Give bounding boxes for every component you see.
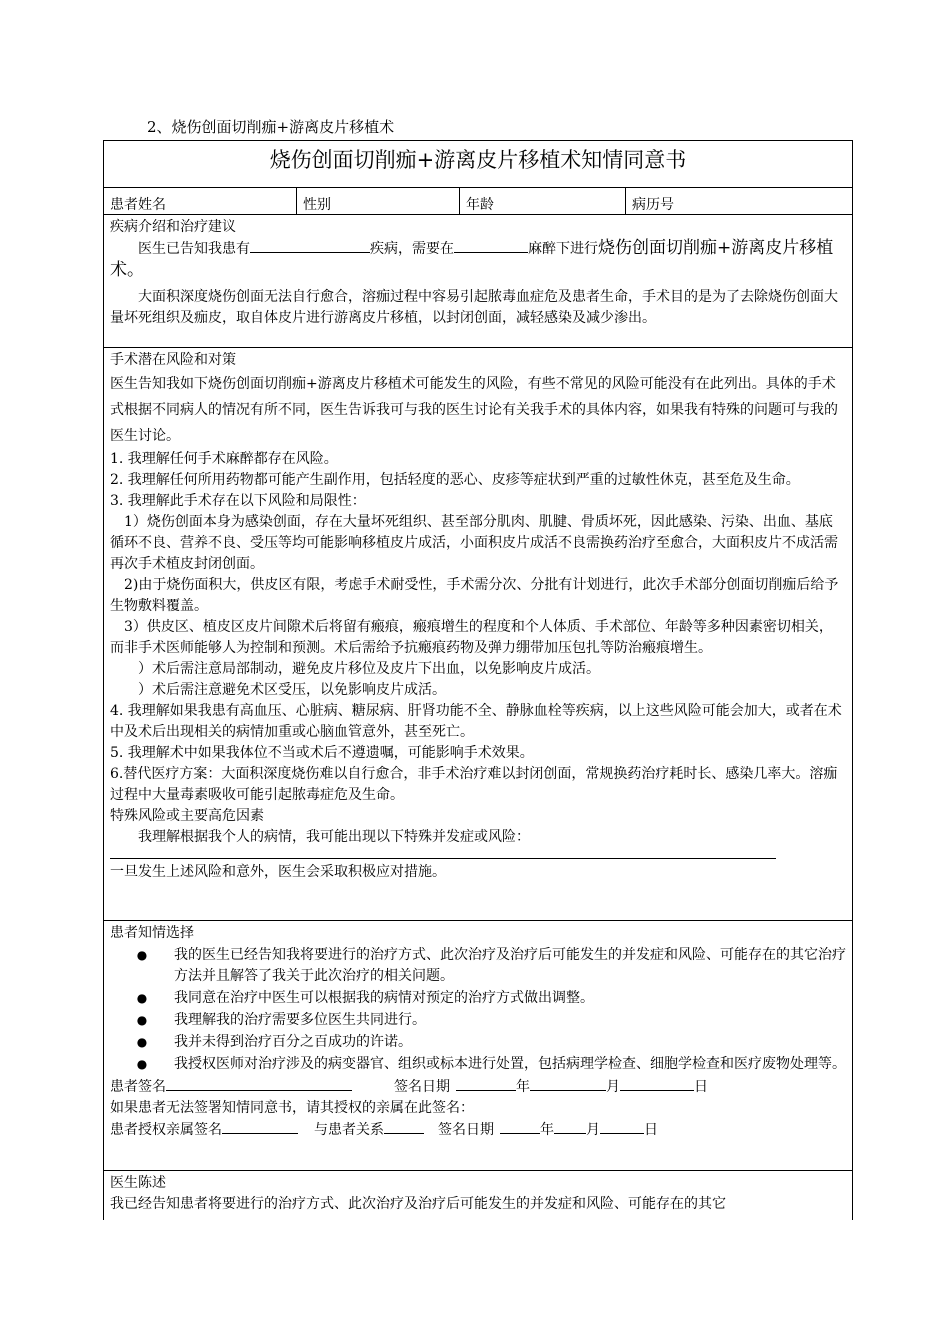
special-risk-blank[interactable] — [110, 848, 776, 859]
sex-field[interactable]: 性别 — [297, 188, 460, 214]
relation-blank[interactable] — [384, 1119, 424, 1134]
choice-label: 患者知情选择 — [110, 925, 194, 941]
risk-sub-2: 2)由于烧伤面积大，供皮区有限，考虑手术耐受性，手术需分次、分批有计划进行，此次手术部分创面切削痂后给予生物敷料覆盖。 — [110, 577, 839, 614]
risk-item-6: 6.替代医疗方案：大面积深度烧伤难以自行愈合，非手术治疗难以封闭创面，常规换药治疗耗时长、感染几率大。溶痂过程中大量毒素吸收可能引起脓毒症危及生命。 — [110, 766, 838, 803]
proxy-year-blank[interactable] — [500, 1119, 540, 1134]
sign-day-blank[interactable] — [620, 1076, 694, 1091]
age-field[interactable]: 年龄 — [460, 188, 626, 214]
choice-item: ● 我的医生已经告知我将要进行的治疗方式、此次治疗及治疗后可能发生的并发症和风险、可能存在的其它治疗方法并且解答了我关于此次治疗的相关问题。 — [136, 947, 846, 984]
risk-item-2: 2. 我理解任何所用药物都可能产生副作用，包括轻度的恶心、皮疹等症状到严重的过敏性休克，甚至危及生命。 — [110, 472, 800, 488]
choice-item: ● 我授权医师对治疗涉及的病变器官、组织或标本进行处置，包括病理学检查、细胞学检查和医疗废物处理等。 — [136, 1056, 846, 1072]
document-heading: 2、烧伤创面切削痂+游离皮片移植术 — [147, 118, 395, 136]
consent-form-table — [103, 140, 853, 1220]
doctor-label: 医生陈述 — [110, 1175, 166, 1191]
risks-section — [104, 348, 852, 921]
disease-blank[interactable] — [250, 238, 370, 253]
intro-section — [104, 215, 852, 348]
choice-item: ● 我同意在治疗中医生可以根据我的病情对预定的治疗方式做出调整。 — [136, 990, 594, 1006]
patient-signature-row: 患者签名 签名日期 年 月 日 — [110, 1076, 846, 1098]
patient-name-field[interactable]: 患者姓名 — [104, 188, 297, 214]
proxy-day-blank[interactable] — [600, 1119, 644, 1134]
doctor-section — [104, 1171, 852, 1217]
risk-sub-4: ）术后需注意局部制动，避免皮片移位及皮片下出血，以免影响皮片成活。 — [138, 661, 600, 677]
choice-item: ● 我并未得到治疗百分之百成功的许诺。 — [136, 1034, 412, 1050]
patient-signature-blank[interactable] — [166, 1076, 352, 1091]
risks-closing: 一旦发生上述风险和意外，医生会采取积极应对措施。 — [110, 864, 446, 880]
special-risk-label: 特殊风险或主要高危因素 — [110, 808, 264, 824]
proxy-signature-blank[interactable] — [222, 1119, 298, 1134]
proxy-note: 如果患者无法签署知情同意书，请其授权的亲属在此签名： — [110, 1100, 474, 1116]
risk-item-3: 3. 我理解此手术存在以下风险和局限性： — [110, 493, 366, 509]
intro-label: 疾病介绍和治疗建议 — [110, 219, 236, 235]
sign-year-blank[interactable] — [456, 1076, 516, 1091]
choice-section — [104, 921, 852, 1171]
risk-sub-3: 3）供皮区、植皮区皮片间隙术后将留有瘢痕，瘢痕增生的程度和个人体质、手术部位、年龄等多种因素密切相关，而非手术医师能够人为控制和预测。术后需给予抗瘢痕药物及弹力绷带加压包扎等防治瘢痕增生。 — [110, 619, 833, 656]
risk-sub-1: 1）烧伤创面本身为感染创面，存在大量坏死组织、甚至部分肌肉、肌腱、骨质坏死，因此感染、污染、出血、基底循环不良、营养不良、受压等均可能影响移植皮片成活，小面积皮片成活不良需换药治疗至愈合，大面积皮片不成活需再次手术植皮封闭创面。 — [110, 514, 838, 572]
choice-item: ● 我理解我的治疗需要多位医生共同进行。 — [136, 1012, 426, 1028]
sign-month-blank[interactable] — [530, 1076, 606, 1091]
proxy-signature-row: 患者授权亲属签名 与患者关系 签名日期 年 月 日 — [110, 1119, 846, 1141]
risk-item-4: 4. 我理解如果我患有高血压、心脏病、糖尿病、肝肾功能不全、静脉血栓等疾病，以上这些风险可能会加大，或者在术中及术后出现相关的病情加重或心脑血管意外，甚至死亡。 — [110, 703, 842, 740]
risk-item-5: 5. 我理解术中如果我体位不当或术后不遵遗嘱，可能影响手术效果。 — [110, 745, 534, 761]
form-title: 烧伤创面切削痂+游离皮片移植术知情同意书 — [104, 141, 852, 188]
record-number-field[interactable]: 病历号 — [632, 197, 674, 213]
risk-sub-5: ）术后需注意避免术区受压，以免影响皮片成活。 — [138, 682, 446, 698]
risks-label: 手术潜在风险和对策 — [110, 352, 236, 368]
doctor-statement: 我已经告知患者将要进行的治疗方式、此次治疗及治疗后可能发生的并发症和风险、可能存在的其它 — [110, 1196, 726, 1212]
risks-intro: 医生告知我如下烧伤创面切削痂+游离皮片移植术可能发生的风险，有些不常见的风险可能没有在此列出。具体的手术式根据不同病人的情况有所不同，医生告诉我可与我的医生讨论有关我手术的具体内容，如果我有特殊的问题可与我的医生讨论。 — [110, 376, 838, 444]
intro-diagnosis-line: 医生已告知我患有 疾病，需要在 麻醉下进行烧伤创面切削痂+游离皮片移植术。 — [110, 238, 834, 280]
patient-info-row — [104, 188, 852, 215]
special-risk-text: 我理解根据我个人的病情，我可能出现以下特殊并发症或风险： — [138, 829, 530, 845]
proxy-month-blank[interactable] — [554, 1119, 586, 1134]
intro-purpose: 大面积深度烧伤创面无法自行愈合，溶痂过程中容易引起脓毒血症危及患者生命，手术目的是为了去除烧伤创面大量坏死组织及痂皮，取自体皮片进行游离皮片移植，以封闭创面，减轻感染及减少渗出。 — [110, 289, 838, 326]
anesthesia-blank[interactable] — [454, 238, 528, 253]
risk-item-1: 1. 我理解任何手术麻醉都存在风险。 — [110, 451, 338, 467]
